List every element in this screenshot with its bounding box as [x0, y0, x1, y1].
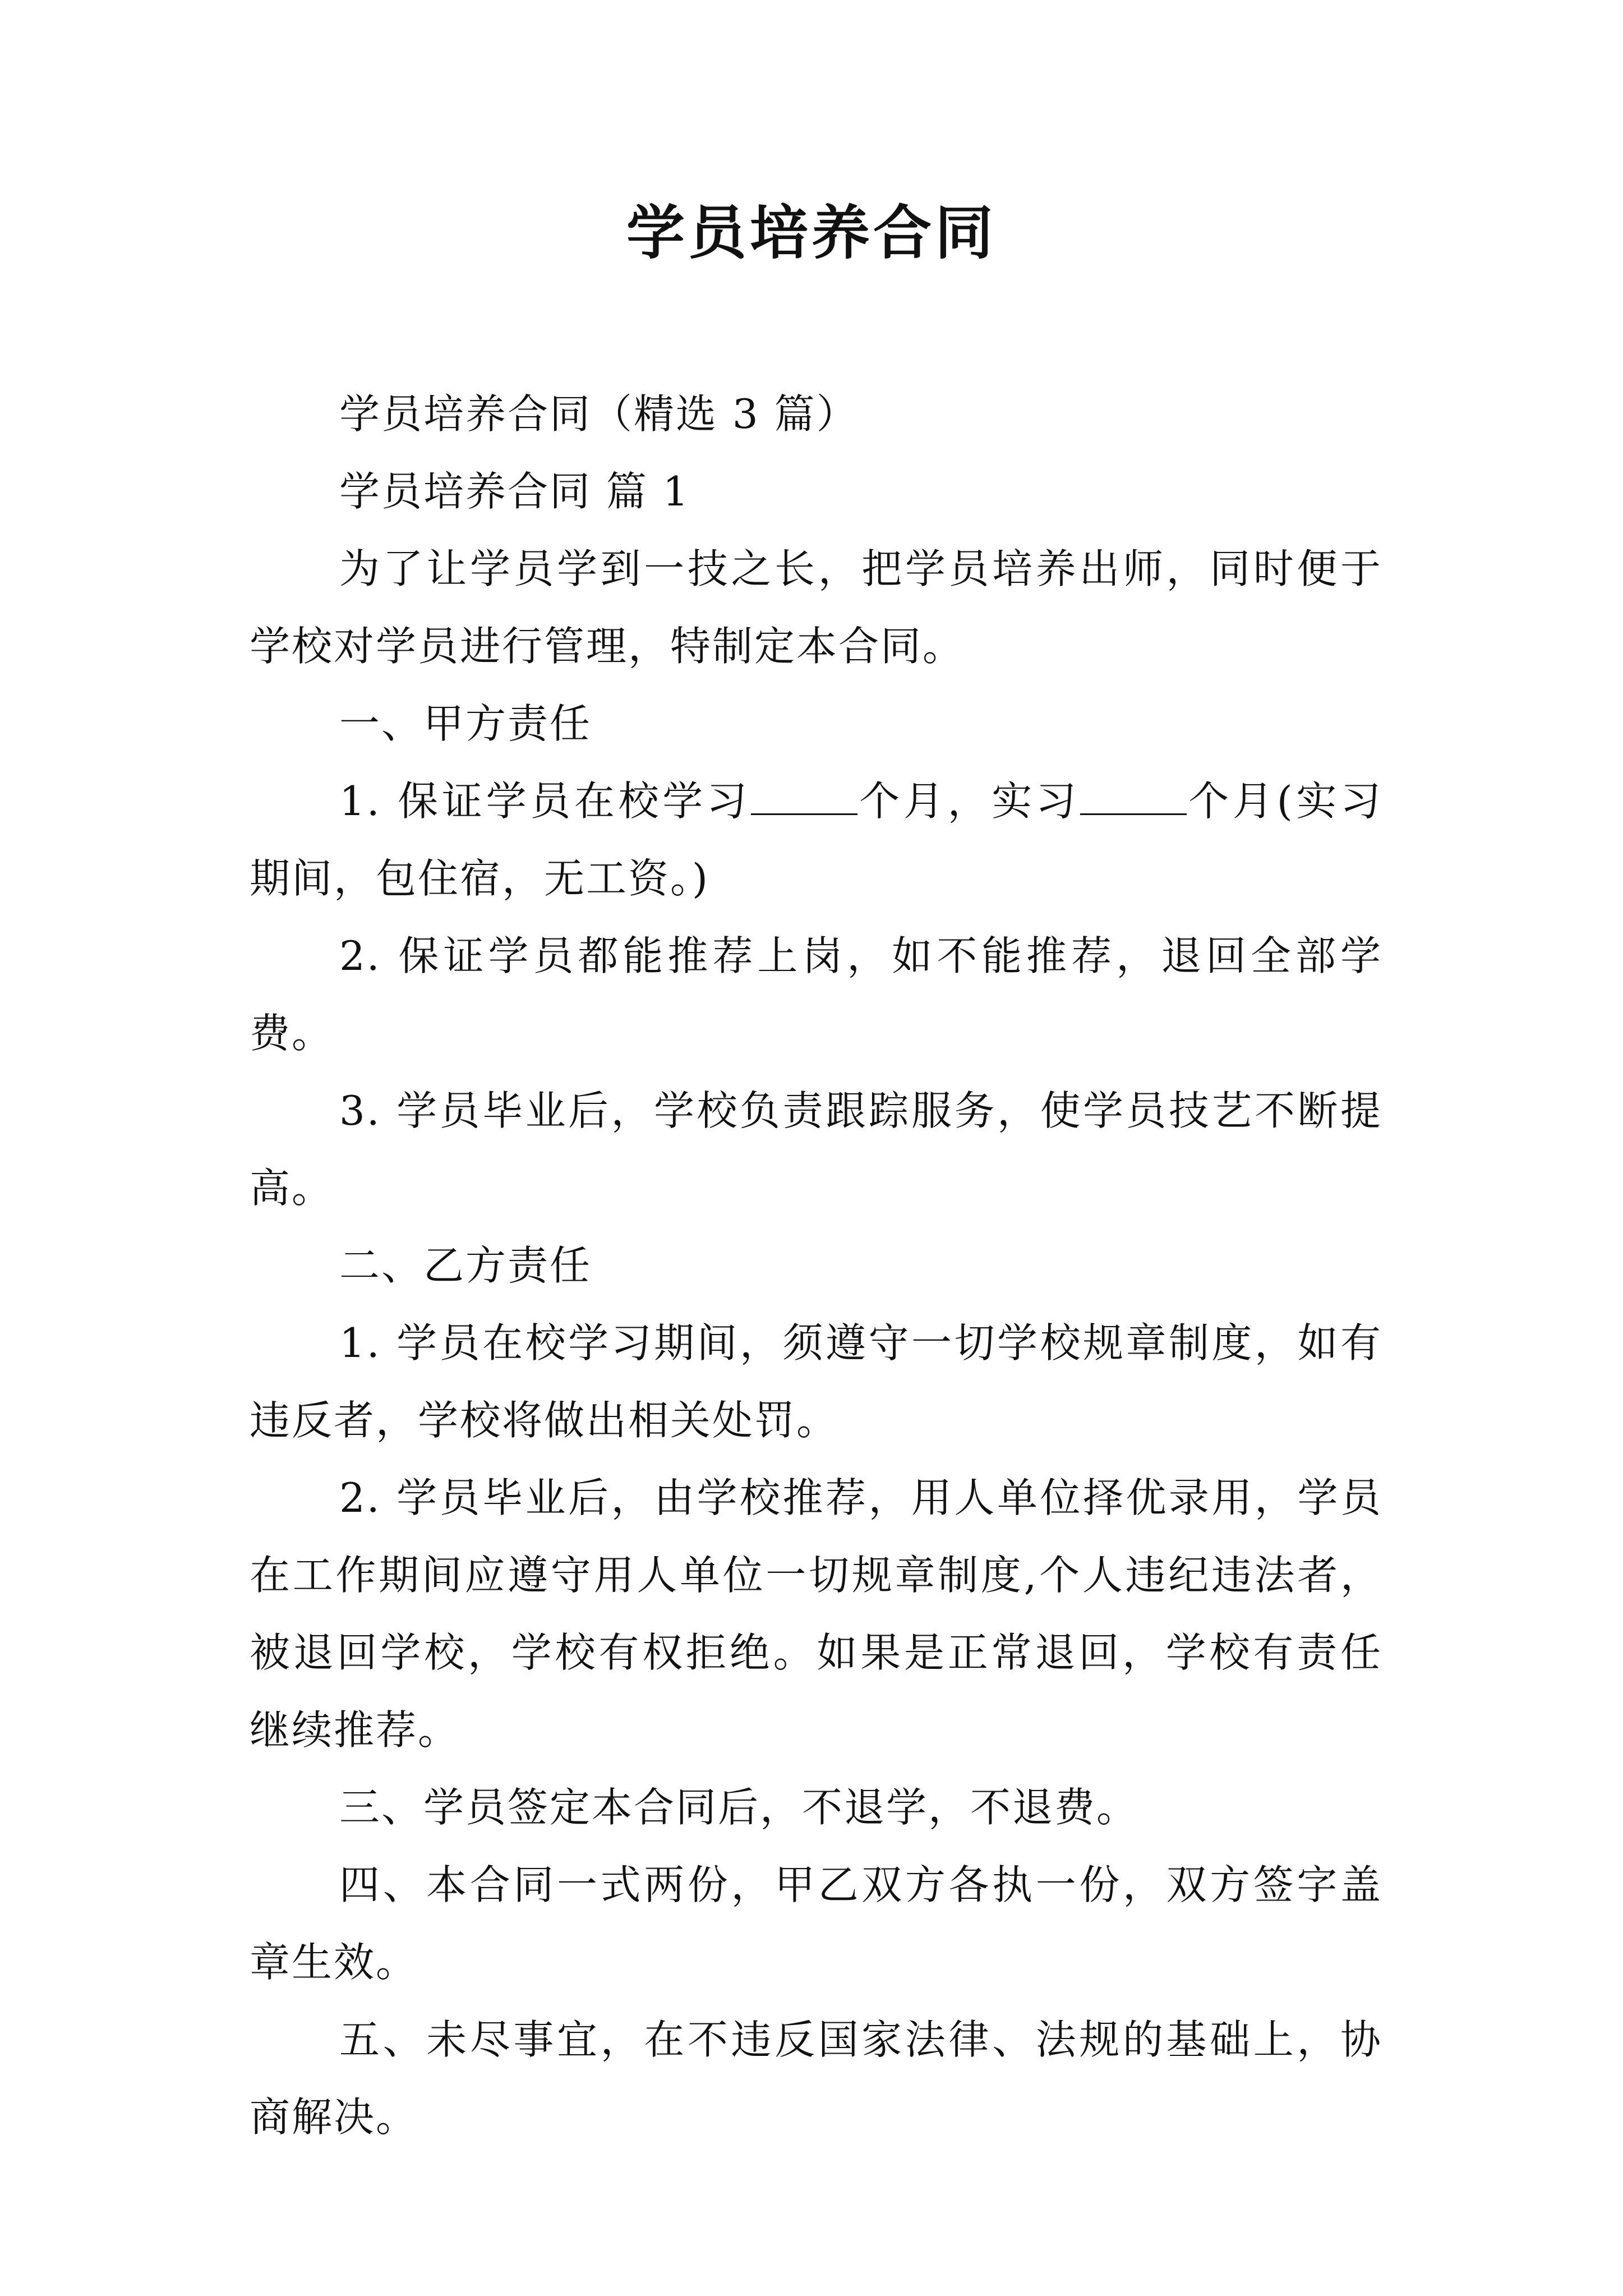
internship-months-blank: [1080, 780, 1187, 815]
clause-1-text-middle: 个月，实习: [857, 777, 1080, 825]
clause-1-text-end: 个月(实习期间，包住宿，无工资。): [250, 777, 1382, 902]
clause-4: 四、本合同一式两份，甲乙双方各执一份，双方签字盖章生效。: [250, 1861, 1382, 1986]
document-title: 学员培养合同: [626, 199, 997, 267]
party-b-clause-2: 2. 学员毕业后，由学校推荐，用人单位择优录用，学员在工作期间应遵守用人单位一切规章制度,个人违纪违法者，被退回学校，学校有权拒绝。如果是正常退回，学校有责任继续推荐。: [250, 1474, 1382, 1754]
subtitle-paragraph: 学员培养合同（精选 3 篇）: [339, 390, 859, 438]
intro-paragraph: 为了让学员学到一技之长，把学员培养出师，同时便于学校对学员进行管理，特制定本合同。: [250, 545, 1382, 670]
party-a-clause-3: 3. 学员毕业后，学校负责跟踪服务，使学员技艺不断提高。: [250, 1087, 1382, 1212]
document-body: [250, 375, 1382, 2156]
party-b-heading: 二、乙方责任: [339, 1242, 592, 1289]
party-a-clause-1: [250, 762, 1382, 917]
clause-3: 三、学员签定本合同后，不退学，不退费。: [339, 1784, 1139, 1831]
party-a-heading: 一、甲方责任: [339, 700, 592, 747]
clause-1-text-start: 1. 保证学员在校学习: [339, 777, 751, 825]
party-a-clause-2: 2. 保证学员都能推荐上岗，如不能推荐，退回全部学费。: [250, 932, 1382, 1057]
section-heading: 学员培养合同 篇 1: [339, 468, 690, 515]
party-b-clause-1: 1. 学员在校学习期间，须遵守一切学校规章制度，如有违反者，学校将做出相关处罚。: [250, 1319, 1382, 1444]
study-months-blank: [751, 780, 857, 815]
clause-5: 五、未尽事宜，在不违反国家法律、法规的基础上，协商解决。: [250, 2016, 1382, 2141]
